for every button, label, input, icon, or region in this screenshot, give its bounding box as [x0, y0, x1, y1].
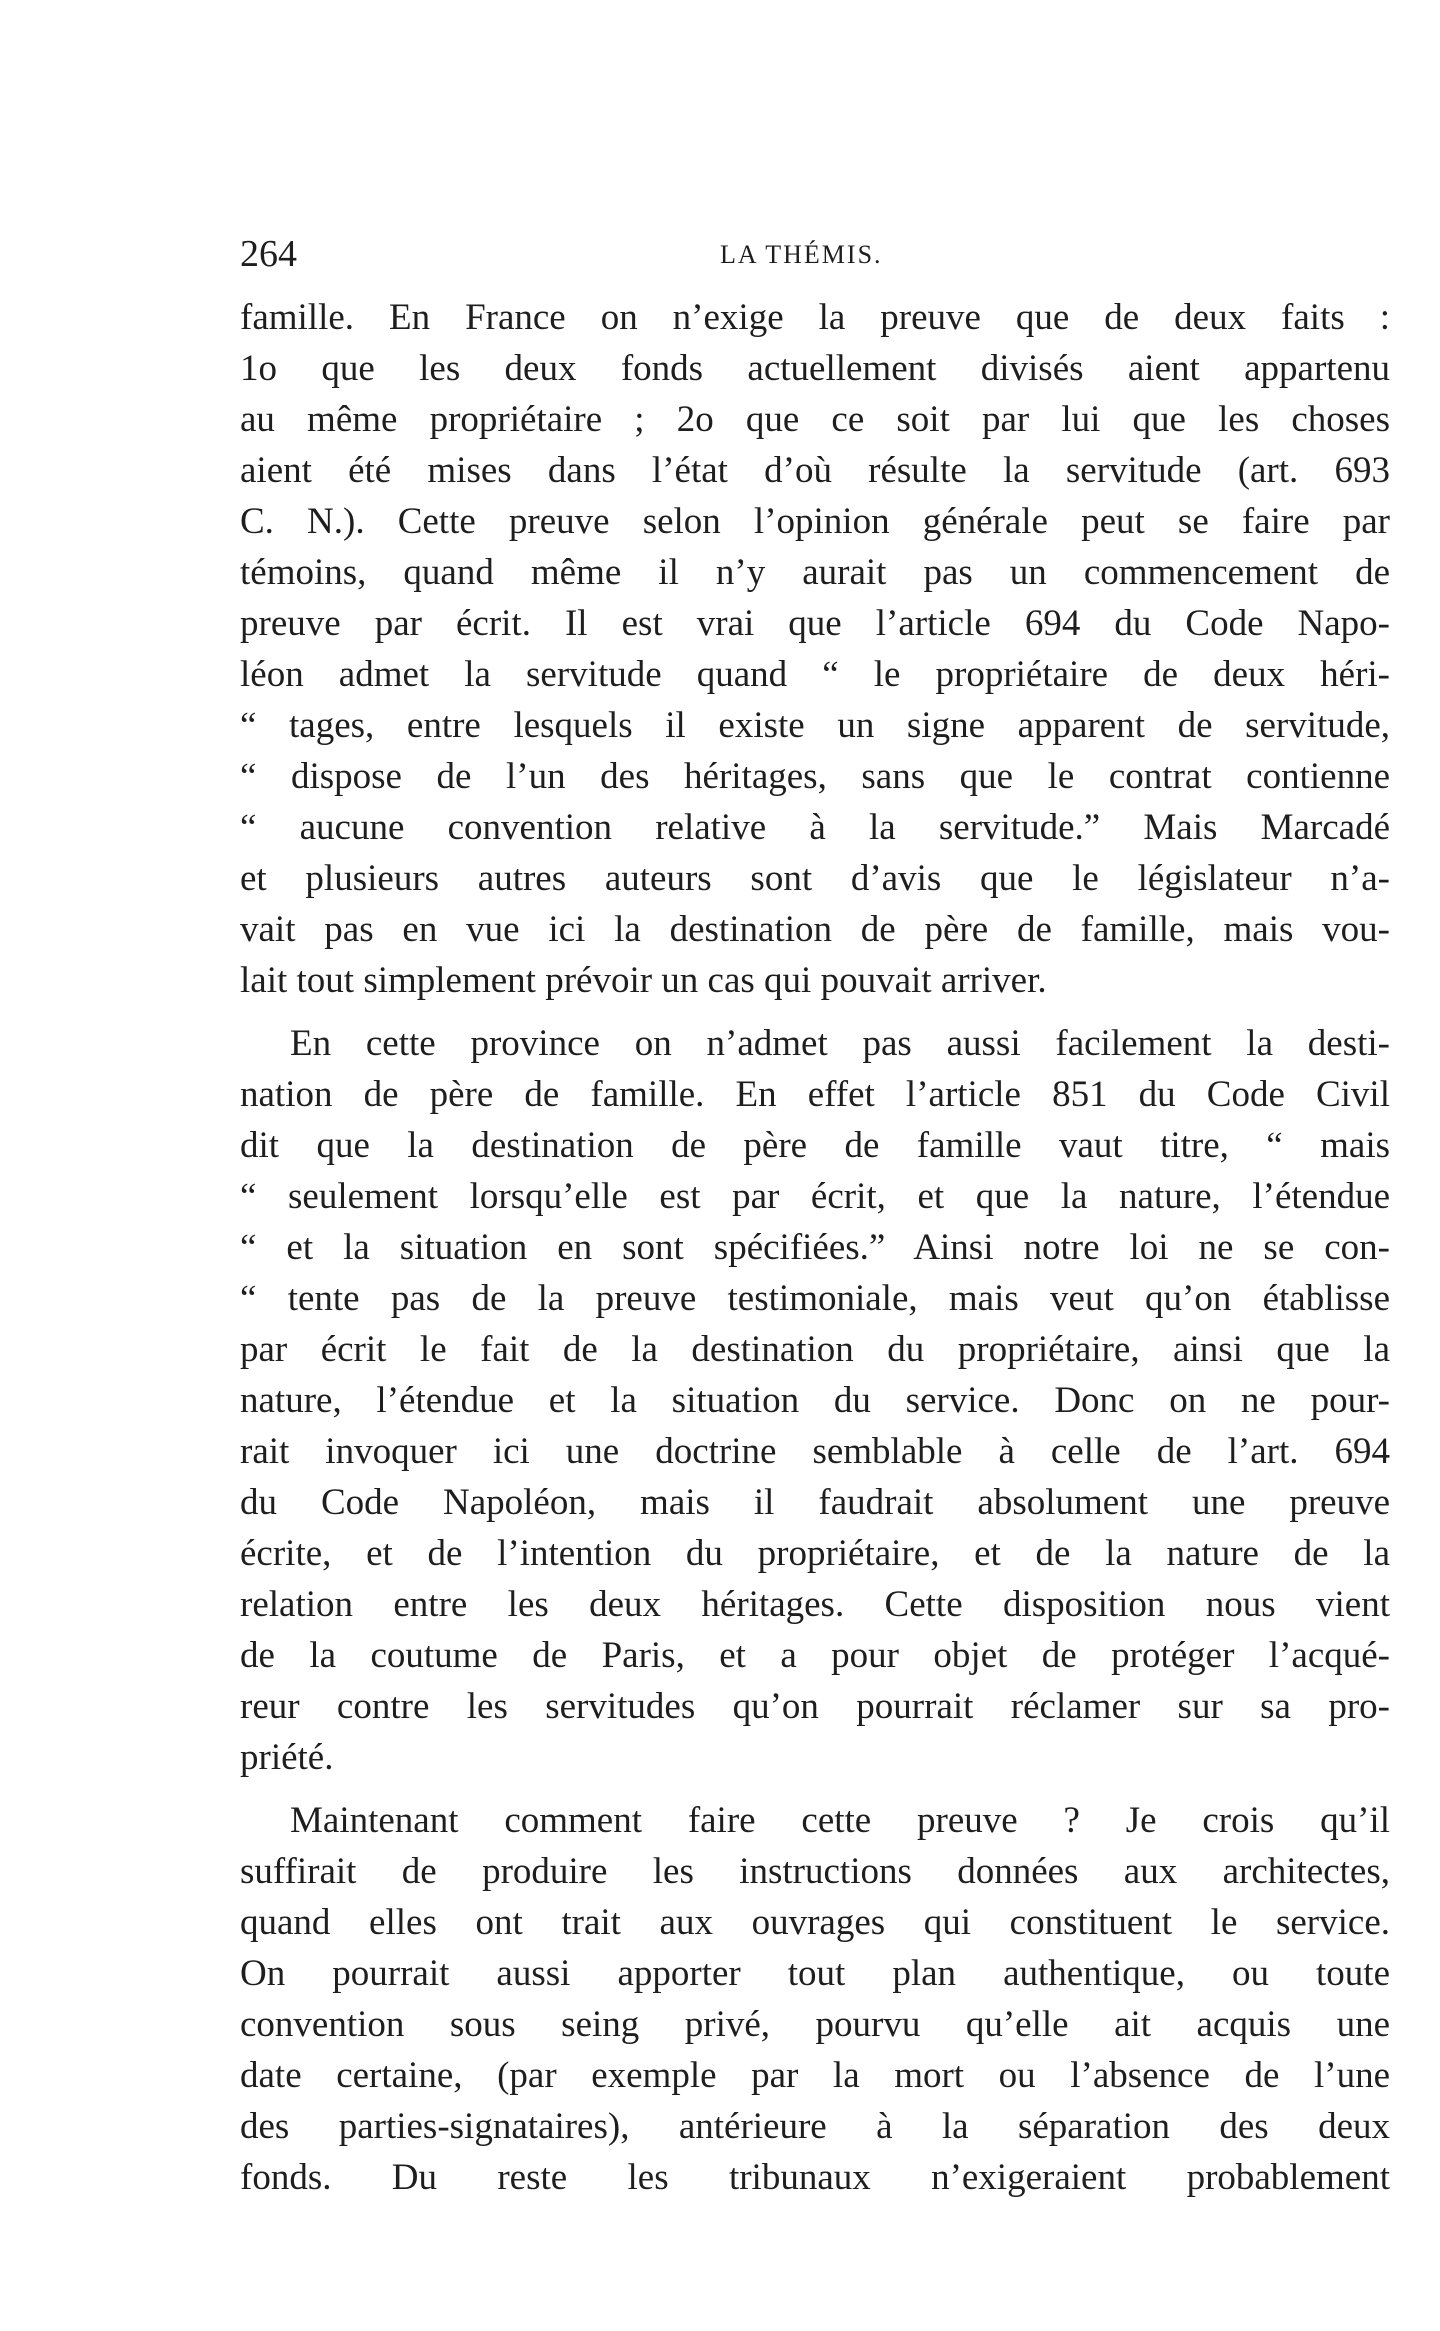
text-line: dit que la destination de père de famille vaut titre, “ mais — [240, 1125, 1390, 1166]
text-line: “ et la situation en sont spécifiées.” Ainsi notre loi ne se con- — [240, 1227, 1390, 1268]
text-line: preuve par écrit. Il est vrai que l’article 694 du Code Napo- — [240, 603, 1390, 644]
text-line: “ seulement lorsqu’elle est par écrit, et que la nature, l’étendue — [240, 1176, 1390, 1217]
text-line: quand elles ont trait aux ouvrages qui constituent le service. — [240, 1902, 1390, 1943]
paragraph-1 — [240, 292, 1390, 1006]
text-line: lait tout simplement prévoir un cas qui pouvait arriver. — [240, 960, 1047, 1001]
text-line: nature, l’étendue et la situation du service. Donc on ne pour- — [240, 1380, 1390, 1421]
text-line: par écrit le fait de la destination du propriétaire, ainsi que la — [240, 1329, 1390, 1370]
text-line: “ tages, entre lesquels il existe un signe apparent de servitude, — [240, 705, 1390, 746]
text-line: vait pas en vue ici la destination de père de famille, mais vou- — [240, 909, 1390, 950]
body-text — [240, 292, 1390, 2203]
text-line: C. N.). Cette preuve selon l’opinion générale peut se faire par — [240, 501, 1390, 542]
text-line: des parties-signataires), antérieure à la séparation des deux — [240, 2106, 1390, 2147]
running-head: LA THÉMIS. — [720, 240, 883, 269]
paragraph-gap — [240, 1006, 1390, 1018]
text-line: “ dispose de l’un des héritages, sans que le contrat contienne — [240, 756, 1390, 797]
text-line: relation entre les deux héritages. Cette disposition nous vient — [240, 1584, 1390, 1625]
text-line: et plusieurs autres auteurs sont d’avis que le législateur n’a- — [240, 858, 1390, 899]
text-line: au même propriétaire ; 2o que ce soit par lui que les choses — [240, 399, 1390, 440]
text-line: suffirait de produire les instructions données aux architectes, — [240, 1851, 1390, 1892]
text-line: aient été mises dans l’état d’où résulte la servitude (art. 693 — [240, 450, 1390, 491]
paragraph-3 — [240, 1795, 1390, 2203]
text-line: rait invoquer ici une doctrine semblable à celle de l’art. 694 — [240, 1431, 1390, 1472]
text-line: du Code Napoléon, mais il faudrait absolument une preuve — [240, 1482, 1390, 1523]
text-line: priété. — [240, 1737, 334, 1778]
text-line: date certaine, (par exemple par la mort ou l’absence de l’une — [240, 2055, 1390, 2096]
text-line: On pourrait aussi apporter tout plan authentique, ou toute — [240, 1953, 1390, 1994]
paragraph-gap — [240, 1783, 1390, 1795]
text-line: Maintenant comment faire cette preuve ? Je crois qu’il — [290, 1800, 1390, 1841]
text-line: “ aucune convention relative à la servitude.” Mais Marcadé — [240, 807, 1390, 848]
text-line: fonds. Du reste les tribunaux n’exigeraient probablement — [240, 2157, 1390, 2198]
page-number: 264 — [240, 233, 297, 275]
text-line: reur contre les servitudes qu’on pourrait réclamer sur sa pro- — [240, 1686, 1390, 1727]
text-line: de la coutume de Paris, et a pour objet de protéger l’acqué- — [240, 1635, 1390, 1676]
text-line: convention sous seing privé, pourvu qu’elle ait acquis une — [240, 2004, 1390, 2045]
text-line: famille. En France on n’exige la preuve que de deux faits : — [240, 297, 1390, 338]
text-line: témoins, quand même il n’y aurait pas un commencement de — [240, 552, 1390, 593]
text-line: 1o que les deux fonds actuellement divisés aient appartenu — [240, 348, 1390, 389]
paragraph-2 — [240, 1018, 1390, 1783]
text-line: nation de père de famille. En effet l’article 851 du Code Civil — [240, 1074, 1390, 1115]
text-line: En cette province on n’admet pas aussi facilement la desti- — [290, 1023, 1390, 1064]
text-line: “ tente pas de la preuve testimoniale, mais veut qu’on établisse — [240, 1278, 1390, 1319]
page-header — [240, 232, 1400, 282]
text-line: léon admet la servitude quand “ le propriétaire de deux héri- — [240, 654, 1390, 695]
text-line: écrite, et de l’intention du propriétaire, et de la nature de la — [240, 1533, 1390, 1574]
